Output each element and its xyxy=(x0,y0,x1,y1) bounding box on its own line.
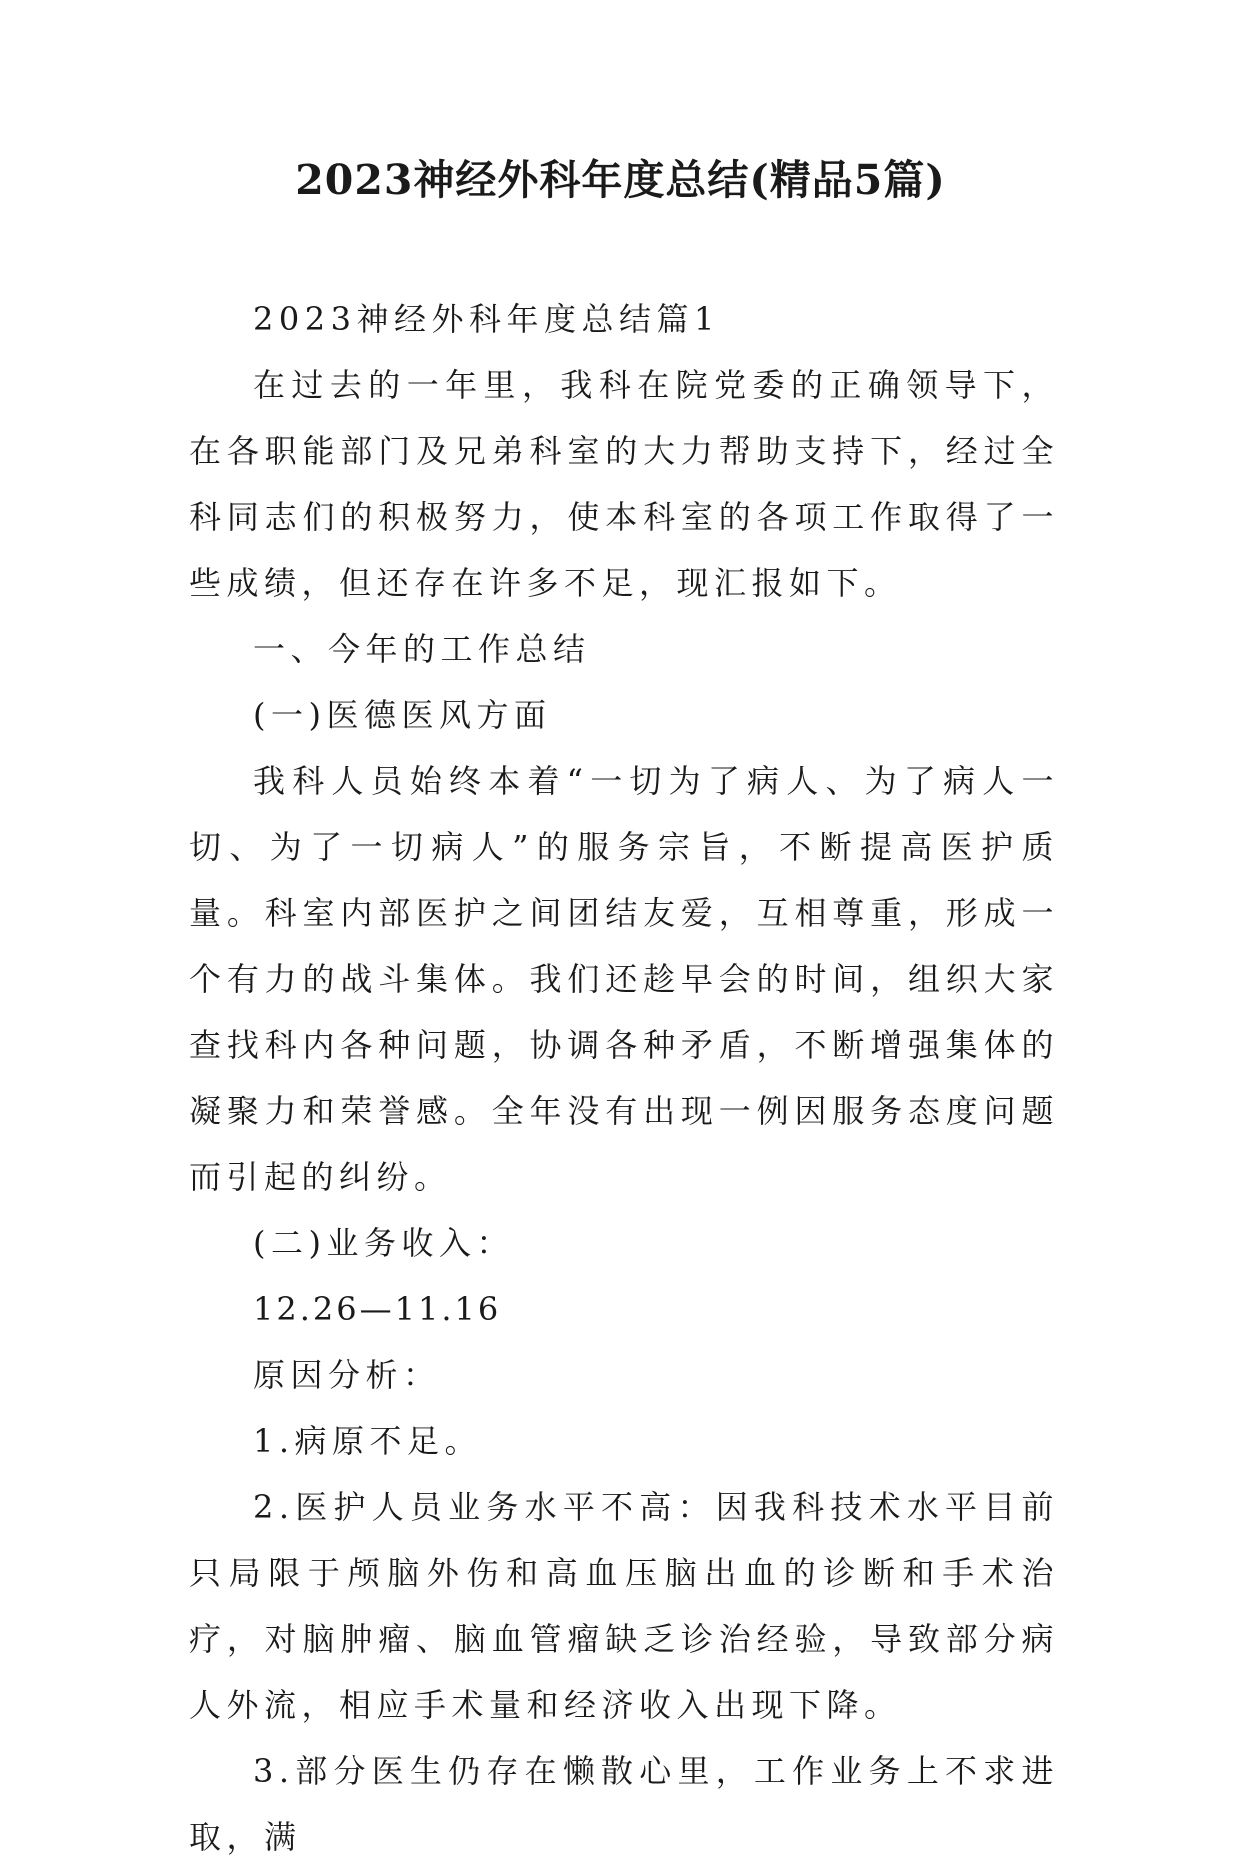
list-item: 3.部分医生仍存在懒散心里，工作业务上不求进取，满 xyxy=(189,1752,1059,1856)
subsection-heading: (一)医德医风方面 xyxy=(253,696,552,734)
date-range: 12.26—11.16 xyxy=(253,1290,502,1328)
paragraph: 在过去的一年里，我科在院党委的正确领导下，在各职能部门及兄弟科室的大力帮助支持下，经过全科同志们的积极努力，使本科室的各项工作取得了一些成绩，但还存在许多不足，现汇报如下。 xyxy=(189,366,1059,602)
section-heading: 2023神经外科年度总结篇1 xyxy=(253,300,720,338)
list-item: 1.病原不足。 xyxy=(253,1422,483,1460)
list-item: 2.医护人员业务水平不高：因我科技术水平目前只局限于颅脑外伤和高血压脑出血的诊断和手术治疗，对脑肿瘤、脑血管瘤缺乏诊治经验，导致部分病人外流，相应手术量和经济收入出现下降。 xyxy=(189,1488,1059,1724)
section-heading: 一、今年的工作总结 xyxy=(253,630,591,668)
document-body xyxy=(189,286,1059,1870)
paragraph: 我科人员始终本着“一切为了病人、为了病人一切、为了一切病人”的服务宗旨，不断提高医护质量。科室内部医护之间团结友爱，互相尊重，形成一个有力的战斗集体。我们还趁早会的时间，组织大家查找科内各种问题，协调各种矛盾，不断增强集体的凝聚力和荣誉感。全年没有出现一例因服务态度问题而引起的纠纷。 xyxy=(189,762,1059,1196)
paragraph: 原因分析： xyxy=(253,1356,441,1394)
document-title: 2023神经外科年度总结(精品5篇) xyxy=(295,156,946,204)
subsection-heading: (二)业务收入： xyxy=(253,1224,514,1262)
